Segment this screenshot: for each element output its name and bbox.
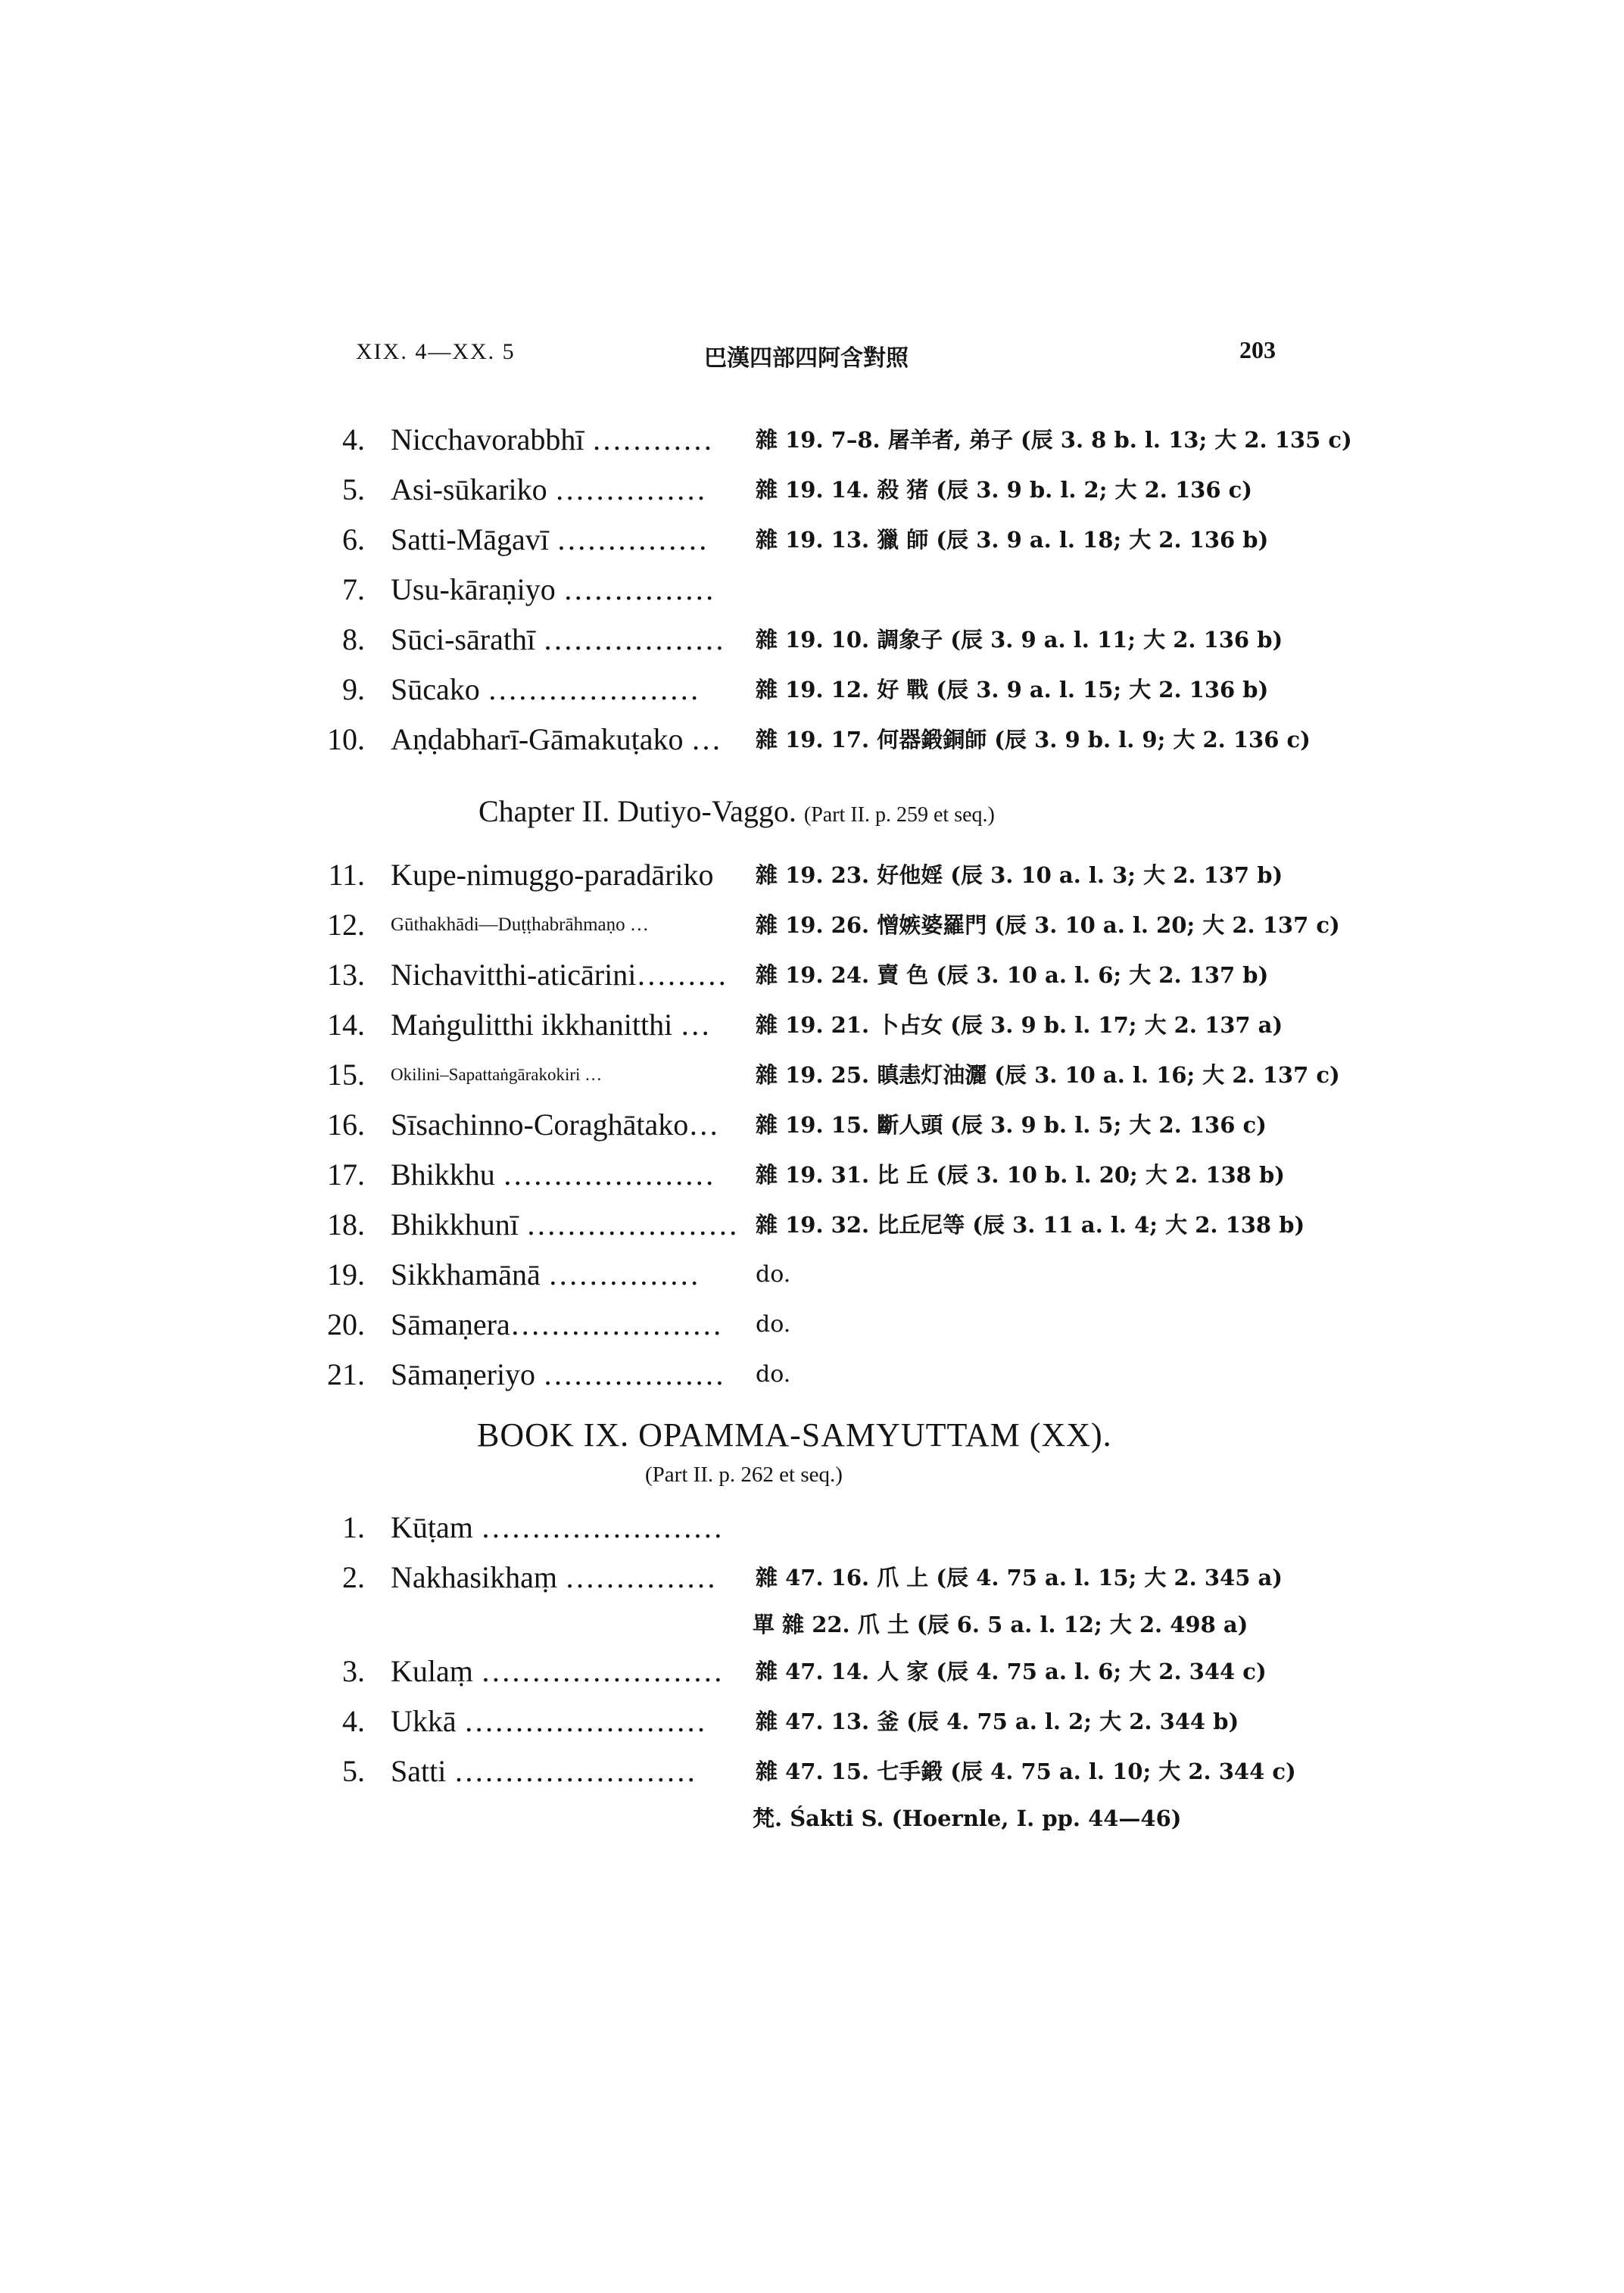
pali-title: Okilini–Sapattaṅgārakokiri … (391, 1065, 603, 1084)
pali-title: Kūṭam …………………… (391, 1510, 723, 1544)
sutta-list-section-3 (318, 1503, 1333, 1840)
item-number: 10. (327, 722, 365, 756)
item-number: 21. (327, 1357, 365, 1391)
book-heading: BOOK IX. OPAMMA-SAMYUTTAM (XX). (477, 1416, 1112, 1453)
pali-title: Sāmaṇeriyo ……………… (391, 1357, 725, 1391)
item-number: 13. (327, 958, 365, 992)
list-item (318, 950, 1333, 1000)
chinese-reference: 雜 19. 25. 瞋恚灯油灑 (辰 3. 10 a. l. 16; 大 2. 137 c) (756, 1062, 1340, 1088)
list-item (318, 1100, 1333, 1150)
item-number: 7. (342, 572, 365, 606)
sanskrit-reference: 梵. Śakti S. (Hoernle, I. pp. 44—46) (753, 1805, 1182, 1831)
item-number: 1. (342, 1510, 365, 1544)
pali-title: Kulaṃ …………………… (391, 1654, 723, 1688)
item-number: 11. (328, 858, 365, 892)
list-item (318, 1350, 1333, 1400)
list-item (318, 900, 1340, 950)
list-item (318, 715, 1333, 765)
list-item (318, 850, 1333, 900)
pali-title: Maṅgulitthi ikkhanitthi … (391, 1008, 711, 1042)
item-number: 15. (327, 1058, 365, 1092)
pali-title: Satti …………………… (391, 1754, 697, 1788)
list-item (318, 565, 1333, 615)
list-item (318, 1696, 1333, 1746)
item-number: 20. (327, 1307, 365, 1341)
chinese-reference: 雜 19. 10. 調象子 (辰 3. 9 a. l. 11; 大 2. 136 b) (756, 627, 1283, 653)
pali-title: Bhikkhunī ………………… (391, 1207, 738, 1242)
item-number: 5. (342, 472, 365, 506)
item-number: 9. (342, 672, 365, 706)
item-number: 5. (342, 1754, 365, 1788)
chinese-reference: 雜 47. 13. 釜 (辰 4. 75 a. l. 2; 大 2. 344 b) (756, 1709, 1239, 1734)
chinese-reference: 雜 19. 31. 比 丘 (辰 3. 10 b. l. 20; 大 2. 138 b) (756, 1162, 1285, 1188)
list-item (318, 1200, 1333, 1250)
pali-title: Sūci-sārathī ……………… (391, 622, 725, 656)
list-item (318, 1000, 1333, 1050)
list-item (318, 615, 1333, 665)
pali-title: Sikkhamānā …………… (391, 1257, 700, 1291)
list-item (318, 1553, 1333, 1603)
chinese-reference: 雜 19. 23. 好他婬 (辰 3. 10 a. l. 3; 大 2. 137 b) (756, 862, 1283, 888)
pali-title: Sīsachinno-Coraghātako… (391, 1108, 719, 1142)
sutta-list-section-2 (318, 850, 1340, 1400)
pali-title: Nakhasikhaṃ …………… (391, 1560, 716, 1594)
item-number: 6. (342, 522, 365, 556)
list-item (318, 1050, 1340, 1100)
list-item (318, 1503, 1333, 1553)
item-number: 4. (342, 1704, 365, 1738)
pali-title: Gūthakhādi—Duṭṭhabrāhmaṇo … (391, 914, 649, 935)
item-number: 17. (327, 1157, 365, 1192)
running-header (356, 336, 1276, 377)
chinese-reference: 雜 19. 14. 殺 猪 (辰 3. 9 b. l. 2; 大 2. 136 c) (756, 477, 1252, 503)
item-number: 2. (342, 1560, 365, 1594)
list-item (318, 665, 1333, 715)
list-item-continuation (318, 1796, 1333, 1840)
item-number: 8. (342, 622, 365, 656)
chapter-subtitle: (Part II. p. 259 et seq.) (803, 803, 995, 827)
chinese-reference: 雜 19. 7–8. 屠羊者, 弟子 (辰 3. 8 b. l. 13; 大 2. 135 c) (756, 427, 1352, 453)
item-number: 4. (342, 422, 365, 456)
chinese-reference: 雜 19. 26. 憎嫉婆羅門 (辰 3. 10 a. l. 20; 大 2. 137 c) (756, 912, 1340, 938)
chinese-reference: 雜 19. 24. 賣 色 (辰 3. 10 a. l. 6; 大 2. 137 b) (756, 962, 1269, 988)
list-item (318, 415, 1352, 465)
pali-title: Aṇḍabharī-Gāmakuṭako … (391, 722, 722, 756)
pali-title: Nicchavorabbhī ………… (391, 422, 713, 456)
chinese-reference: 雜 47. 16. 爪 上 (辰 4. 75 a. l. 15; 大 2. 345 a) (756, 1565, 1283, 1590)
list-item (318, 1647, 1333, 1696)
chinese-reference: 雜 47. 15. 七手鍛 (辰 4. 75 a. l. 10; 大 2. 344 c) (756, 1759, 1296, 1784)
header-title: 巴漢四部四阿含對照 (704, 345, 909, 372)
list-item (318, 465, 1333, 515)
chinese-reference: 雜 19. 13. 獵 師 (辰 3. 9 a. l. 18; 大 2. 136 b) (756, 527, 1269, 553)
pali-title: Sūcako ………………… (391, 672, 700, 706)
chapter-title: Chapter II. Dutiyo-Vaggo. (478, 794, 796, 828)
list-item (318, 515, 1333, 565)
chinese-reference: 雜 19. 17. 何器鍛銅師 (辰 3. 9 b. l. 9; 大 2. 136 c) (756, 727, 1311, 752)
pali-title: Usu-kāraṇiyo …………… (391, 572, 715, 606)
chinese-reference: do. (756, 1311, 791, 1338)
list-item-continuation (318, 1603, 1333, 1647)
item-number: 16. (327, 1108, 365, 1142)
pali-title: Asi-sūkariko …………… (391, 472, 706, 506)
chinese-reference: 雜 47. 14. 人 家 (辰 4. 75 a. l. 6; 大 2. 344 c) (756, 1659, 1267, 1684)
chinese-reference: do. (756, 1361, 791, 1388)
item-number: 12. (327, 908, 365, 942)
chinese-reference: 雜 19. 21. 卜占女 (辰 3. 9 b. l. 17; 大 2. 137 a) (756, 1012, 1283, 1038)
item-number: 19. (327, 1257, 365, 1291)
pali-title: Bhikkhu ………………… (391, 1157, 715, 1192)
pali-title: Kupe-nimuggo-paradāriko (391, 858, 714, 892)
chinese-reference: 雜 19. 12. 好 戰 (辰 3. 9 a. l. 15; 大 2. 136 b) (756, 677, 1269, 703)
chinese-reference: do. (756, 1261, 791, 1288)
chapter-heading (478, 793, 995, 829)
list-item (318, 1300, 1333, 1350)
pali-title: Sāmaṇera………………… (391, 1307, 722, 1341)
item-number: 3. (342, 1654, 365, 1688)
book-subtitle: (Part II. p. 262 et seq.) (645, 1463, 843, 1487)
list-item (318, 1746, 1333, 1796)
pali-title: Satti-Māgavī …………… (391, 522, 708, 556)
list-item (318, 1250, 1333, 1300)
item-number: 18. (327, 1207, 365, 1242)
chinese-reference: 雜 19. 15. 斷人頭 (辰 3. 9 b. l. 5; 大 2. 136 c) (756, 1112, 1267, 1138)
pali-title: Nichavitthi-aticārini……… (391, 958, 728, 992)
item-number: 14. (327, 1008, 365, 1042)
chinese-reference: 雜 19. 32. 比丘尼等 (辰 3. 11 a. l. 4; 大 2. 138 b) (756, 1212, 1305, 1238)
chinese-reference: 單 雜 22. 爪 土 (辰 6. 5 a. l. 12; 大 2. 498 a) (753, 1612, 1248, 1637)
pali-title: Ukkā …………………… (391, 1704, 706, 1738)
page-number: 203 (1239, 336, 1276, 363)
sutta-list-section-1 (318, 415, 1352, 765)
header-section-range: XIX. 4—XX. 5 (356, 339, 516, 364)
list-item (318, 1150, 1333, 1200)
